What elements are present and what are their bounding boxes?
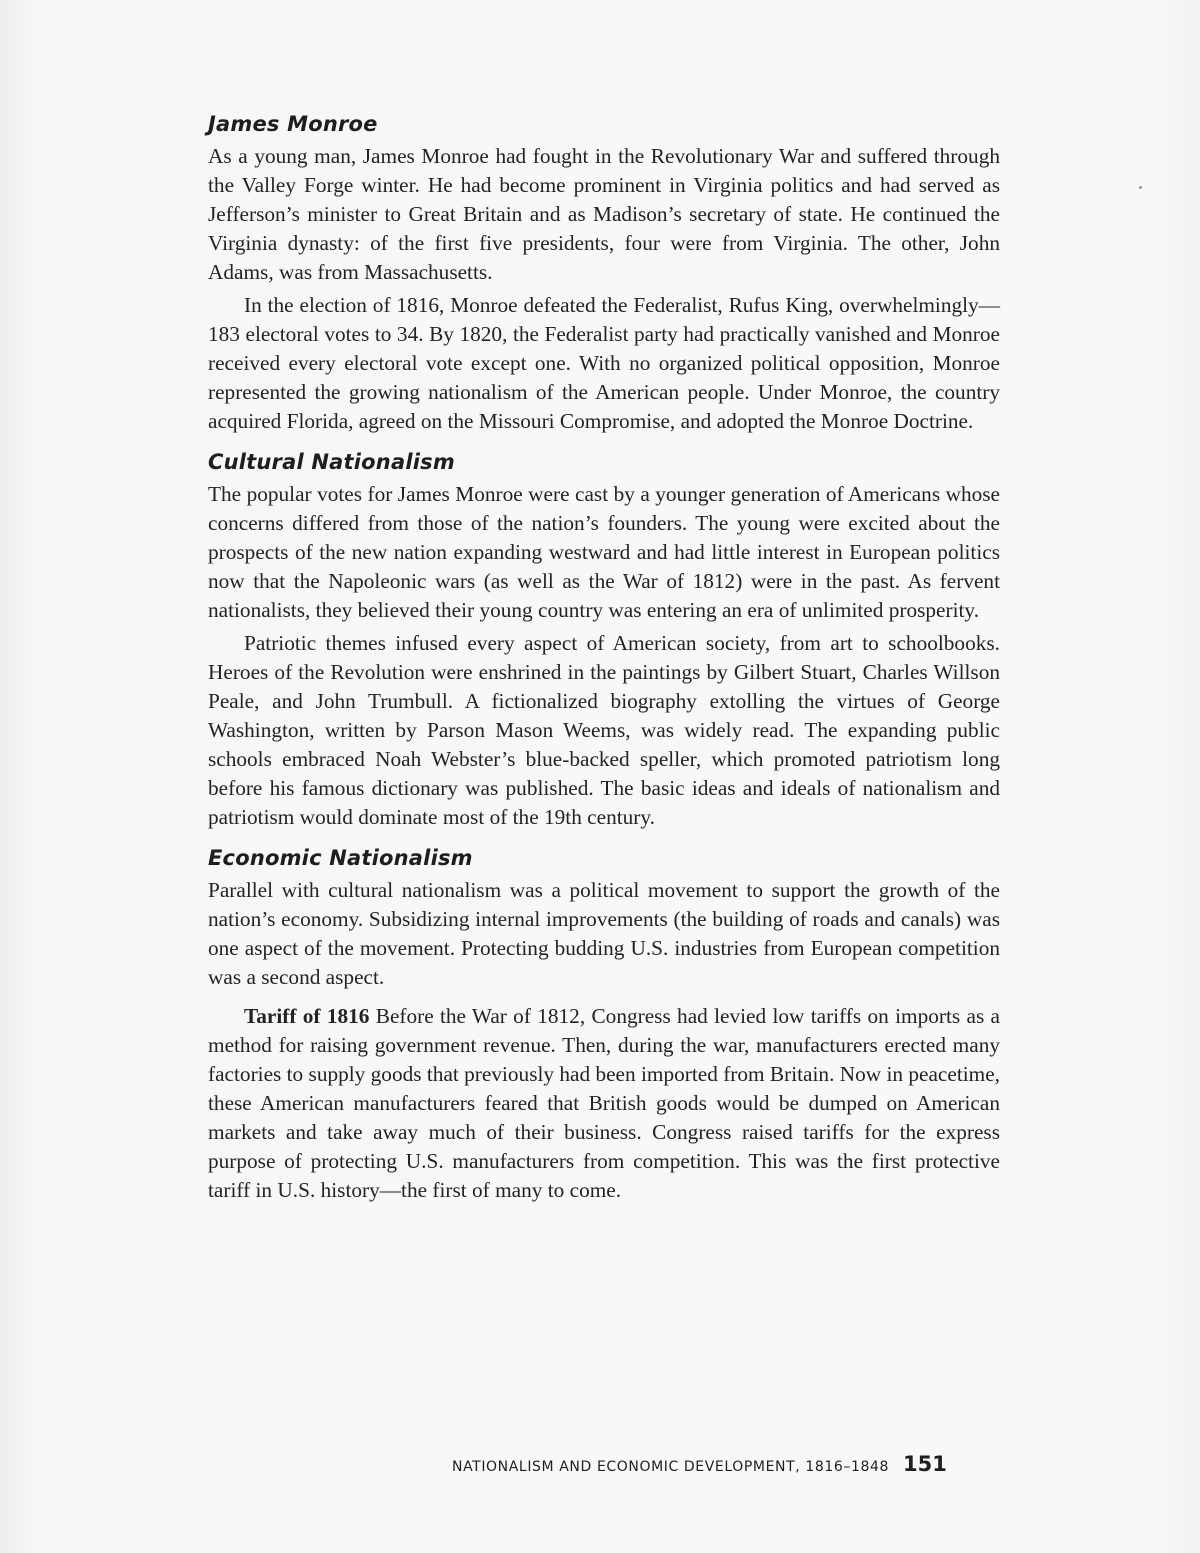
paragraph-tariff-1816 <box>208 1002 1000 1205</box>
section-heading-james-monroe: James Monroe <box>208 112 378 136</box>
paragraph-patriotic-themes: Patriotic themes infused every aspect of American society, from art to schoolbooks. Heroes of the Revolution were enshrined in the paintings by Gilbert Stuart, Charles Willson Peale, and John Trumbull. A fictionalized biography extolling the virtues of George Washington, written by Parson Mason Weems, was widely read. The expanding public schools embraced Noah Webster’s blue-backed speller, which promoted patriotism long before his famous dictionary was published. The basic ideas and ideals of nationalism and patriotism would dominate most of the 19th century. <box>208 631 1000 829</box>
paragraph-election-1816: In the election of 1816, Monroe defeated the Federalist, Rufus King, overwhelmingly—183 electoral votes to 34. By 1820, the Federalist party had practically vanished and Monroe received every electoral vote except one. With no organized political opposition, Monroe represented the growing nationalism of the American people. Under Monroe, the country acquired Florida, agreed on the Missouri Compromise, and adopted the Monroe Doctrine. <box>208 293 1000 433</box>
section-economic-nationalism <box>208 846 1000 1205</box>
paragraph-economic-movement: Parallel with cultural nationalism was a political movement to support the growth of the nation’s economy. Subsidizing internal improvements (the building of roads and canals) was one aspect of the movement. Protecting budding U.S. industries from European competition was a second aspect. <box>208 878 1000 989</box>
page-body <box>208 112 1000 1205</box>
section-heading-cultural-nationalism: Cultural Nationalism <box>208 450 455 474</box>
scan-speck <box>1139 186 1142 189</box>
section-cultural-nationalism <box>208 450 1000 832</box>
tariff-1816-text: Before the War of 1812, Congress had levied low tariffs on imports as a method for raising government revenue. Then, during the war, manufacturers erected many factories to supply goods that previously had been imported from Britain. Now in peacetime, these American manufacturers feared that British goods would be dumped on American markets and take away much of their business. Congress raised tariffs for the express purpose of protecting U.S. manufacturers from competition. This was the first protective tariff in U.S. history—the first of many to come. <box>208 1004 1001 1202</box>
running-footer-title: NATIONALISM AND ECONOMIC DEVELOPMENT, 1816–1848 <box>452 1459 890 1475</box>
paragraph-monroe-bio: As a young man, James Monroe had fought in the Revolutionary War and suffered through the Valley Forge winter. He had become prominent in Virginia politics and had served as Jefferson’s minister to Great Britain and as Madison’s secretary of state. He continued the Virginia dynasty: of the first five presidents, four were from Virginia. The other, John Adams, was from Massachusetts. <box>208 144 1000 284</box>
run-in-heading-tariff-1816: Tariff of 1816 <box>244 1004 370 1028</box>
paragraph-younger-generation: The popular votes for James Monroe were cast by a younger generation of Americans whose concerns differed from those of the nation’s founders. The young were excited about the prospects of the new nation expanding westward and had little interest in European politics now that the Napoleonic wars (as well as the War of 1812) were in the past. As fervent nationalists, they believed their young country was entering an era of unlimited prosperity. <box>208 482 1000 622</box>
section-james-monroe <box>208 112 1000 436</box>
page-number: 151 <box>903 1452 947 1476</box>
section-heading-economic-nationalism: Economic Nationalism <box>208 846 473 870</box>
page-footer <box>452 1452 1012 1476</box>
